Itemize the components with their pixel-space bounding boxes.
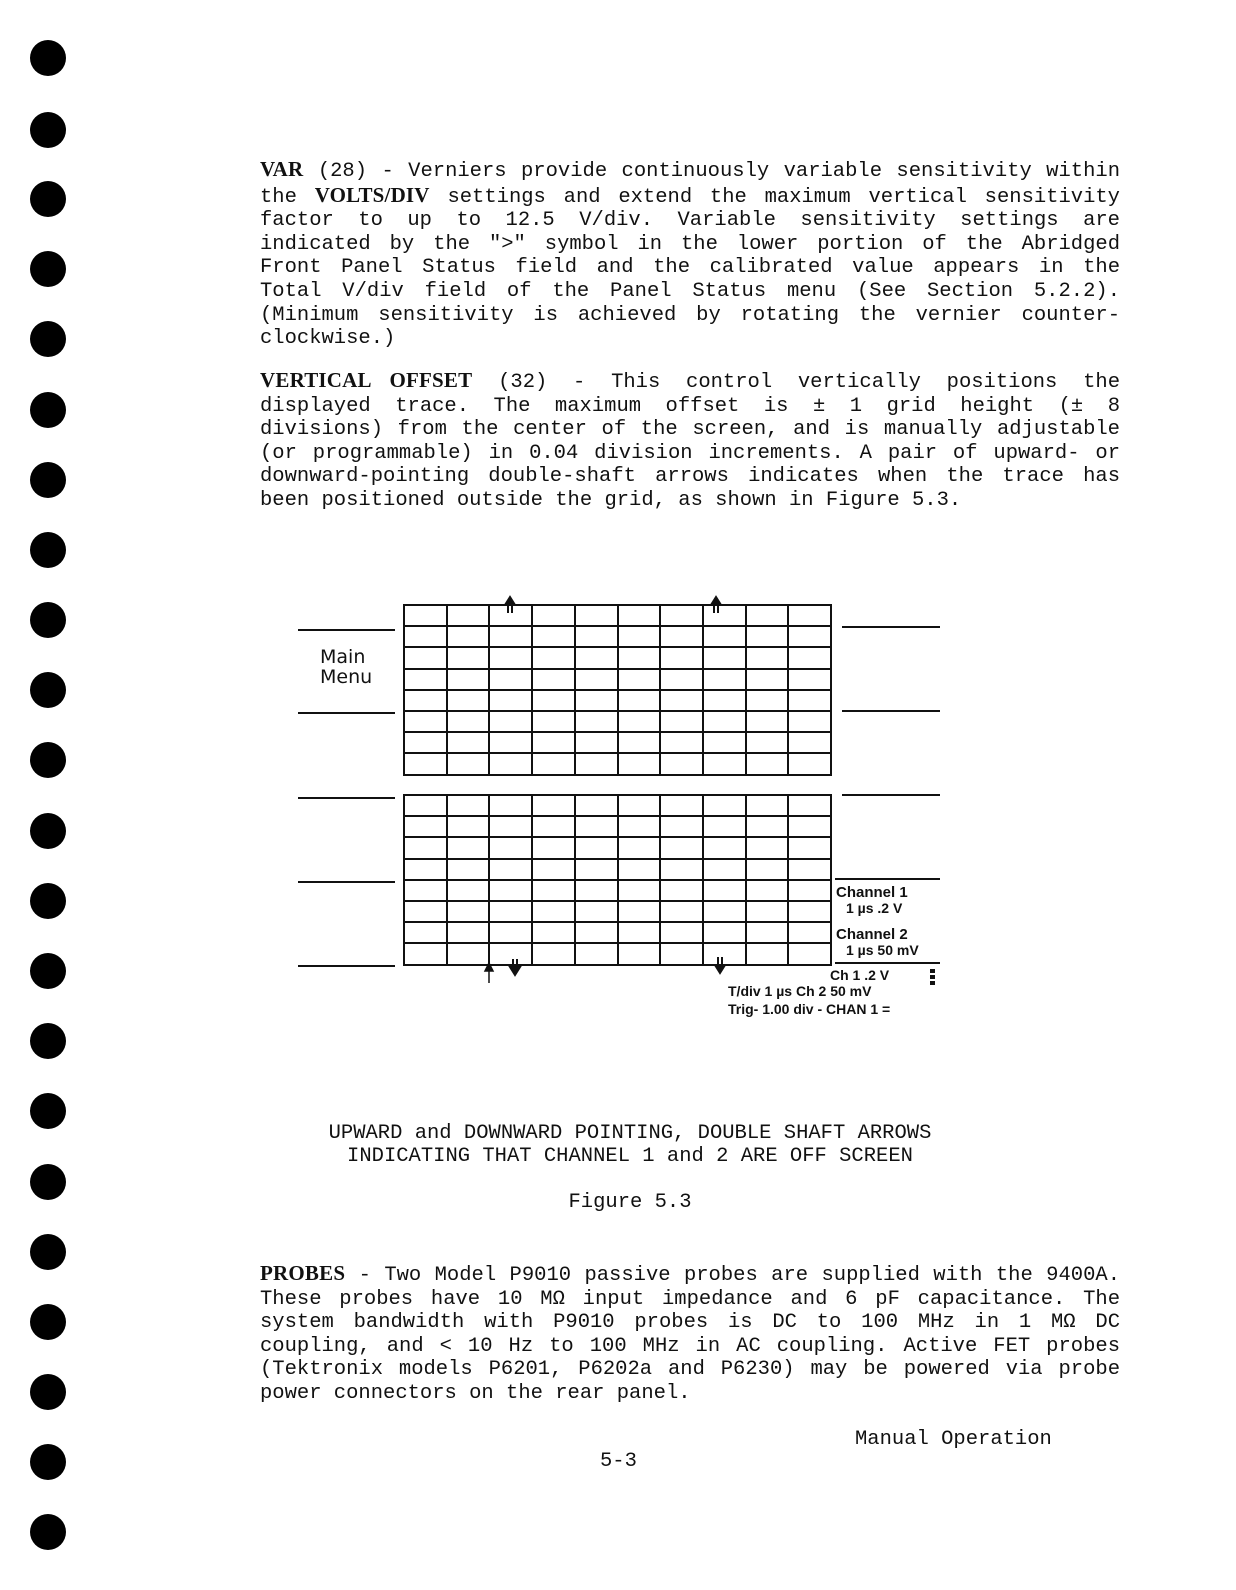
- paragraph-var-text-a: (28) - Verniers provide continuously variable sensitivity within the: [260, 160, 1120, 209]
- binder-hole: [30, 883, 66, 919]
- binder-hole: [30, 1444, 66, 1480]
- binder-hole: [30, 953, 66, 989]
- binder-hole: [30, 742, 66, 778]
- binder-hole: [30, 181, 66, 217]
- paragraph-probes: [260, 1262, 1120, 1406]
- paragraph-vertical-offset-text: (32) - This control vertically positions the displayed trace. The maximum offset is ± 1 grid height (± 8 divisions) from the center of the screen, and is manually adjustable (or programmable) in 0.04 division increments. A pair of upward- or downward-pointing double-shaft arrows indicates when the trace has been positioned outside the grid, as shown in Figure 5.3.: [260, 371, 1121, 512]
- down-arrows-bottom: [485, 957, 725, 983]
- term-probes: PROBES: [260, 1261, 346, 1285]
- binder-hole: [30, 813, 66, 849]
- binder-hole: [30, 1374, 66, 1410]
- binder-hole: [30, 321, 66, 357]
- upper-grid: [404, 605, 831, 775]
- figure-number: Figure 5.3: [568, 1191, 692, 1214]
- binder-hole: [30, 251, 66, 287]
- binder-hole: [30, 462, 66, 498]
- up-arrow-icon: [505, 597, 515, 613]
- channel1-settings: 1 µs .2 V: [846, 900, 903, 916]
- figure-caption-line2: INDICATING THAT CHANNEL 1 and 2 ARE OFF SCREEN: [347, 1145, 913, 1168]
- binder-holes: [30, 40, 66, 1560]
- binder-hole: [30, 532, 66, 568]
- binder-hole: [30, 1234, 66, 1270]
- paragraph-probes-text: - Two Model P9010 passive probes are supplied with the 9400A. These probes have 10 MΩ input impedance and 6 pF capacitance. The system bandwidth with P9010 probes is DC to 100 MHz in 1 MΩ DC coupling, and < 10 Hz to 100 MHz in AC coupling. Active FET probes (Tektronix models P6201, P6202a and P6230) may be powered via probe power connectors on the rear panel.: [260, 1264, 1120, 1405]
- status-ch1: Ch 1 .2 V: [830, 967, 890, 983]
- main-menu-label-line1: Main: [320, 646, 366, 668]
- channel2-settings: 1 µs 50 mV: [846, 942, 919, 958]
- paragraph-var-text-b: settings and extend the maximum vertical sensitivity factor to up to 12.5 V/div. Variable sensitivity settings are indicated by the ">" symbol in the lower portion of the Abridged Front Panel Status field and the calibrated value appears in the Total V/div field of the Panel Status menu (See Section 5.2.2). (Minimum sensitivity is achieved by rotating the vernier counter-clockwise.): [260, 185, 1120, 351]
- status-tdiv: T/div 1 µs Ch 2 50 mV: [728, 983, 872, 999]
- term-vertical-offset: VERTICAL OFFSET: [260, 368, 473, 392]
- term-var: VAR: [260, 157, 304, 181]
- term-volts-div: VOLTS/DIV: [314, 182, 430, 207]
- main-menu-label-line2: Menu: [320, 666, 373, 688]
- down-arrow-icon: [715, 957, 725, 973]
- paragraph-var: [260, 158, 1120, 351]
- binder-hole: [30, 672, 66, 708]
- figure-caption-line1: UPWARD and DOWNWARD POINTING, DOUBLE SHAFT ARROWS: [328, 1122, 932, 1145]
- binder-hole: [30, 602, 66, 638]
- binder-hole: [30, 1304, 66, 1340]
- paragraph-vertical-offset: [260, 369, 1120, 513]
- lower-grid: [404, 795, 831, 965]
- footer-section-title: Manual Operation: [855, 1428, 1052, 1451]
- figure-oscilloscope-screen: [290, 595, 950, 1025]
- status-trig: Trig- 1.00 div - CHAN 1 =: [728, 1001, 891, 1017]
- binder-hole: [30, 40, 66, 76]
- status-marks: [930, 969, 935, 985]
- channel1-label: Channel 1: [836, 884, 908, 901]
- up-arrow-icon: [711, 597, 721, 613]
- down-arrow-icon: [510, 959, 520, 975]
- binder-hole: [30, 1164, 66, 1200]
- page-number: 5-3: [600, 1450, 637, 1473]
- binder-hole: [30, 112, 66, 148]
- binder-hole: [30, 1023, 66, 1059]
- binder-hole: [30, 1514, 66, 1550]
- binder-hole: [30, 1093, 66, 1129]
- channel2-label: Channel 2: [836, 926, 908, 943]
- binder-hole: [30, 392, 66, 428]
